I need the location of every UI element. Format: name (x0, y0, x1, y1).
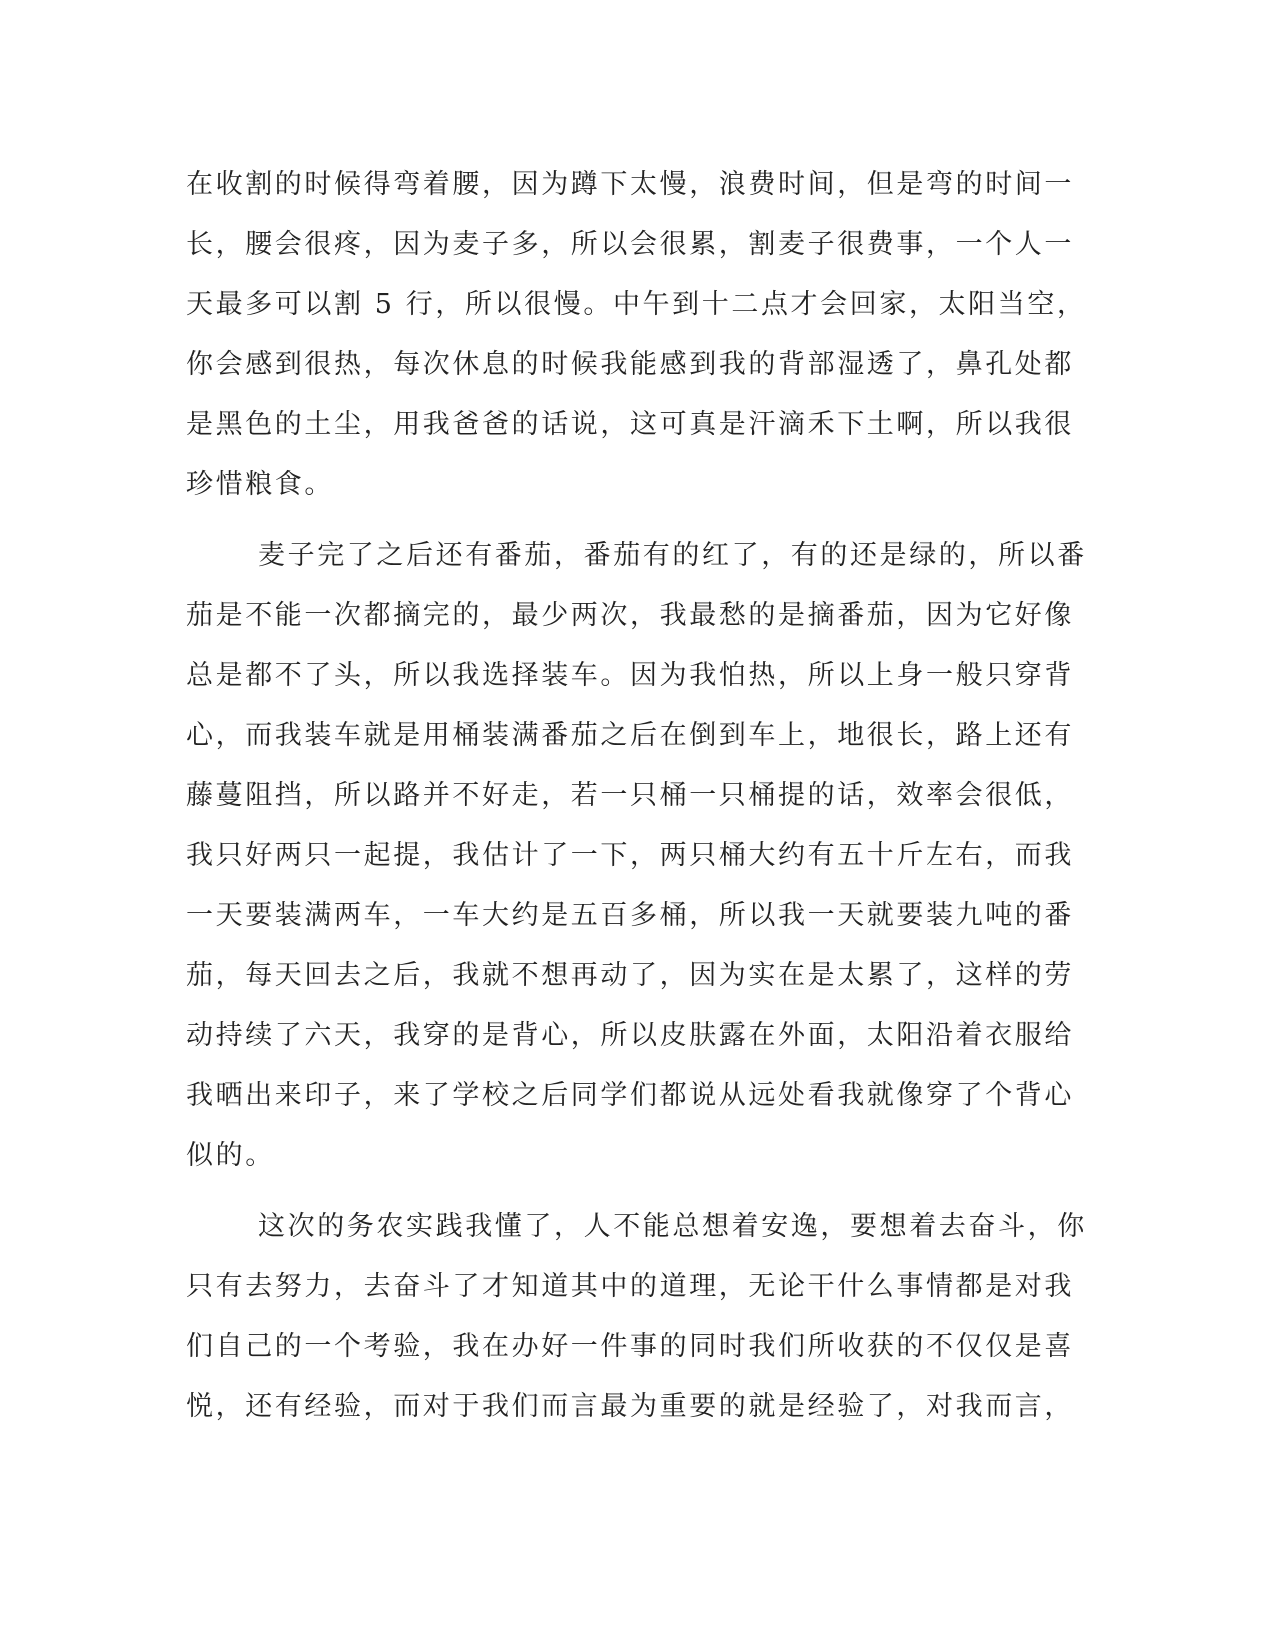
paragraph-2-line-11: 似的。 (186, 1140, 275, 1171)
document-body (186, 155, 1087, 1437)
paragraph-2-line-6: 我只好两只一起提，我估计了一下，两只桶大约有五十斤左右，而我 (186, 840, 1074, 871)
paragraph-1-line-5: 是黑色的土尘，用我爸爸的话说，这可真是汗滴禾下土啊，所以我很 (186, 409, 1074, 440)
paragraph-3-line-2: 只有去努力，去奋斗了才知道其中的道理，无论干什么事情都是对我 (186, 1271, 1074, 1302)
paragraph-2-line-1: 麦子完了之后还有番茄，番茄有的红了，有的还是绿的，所以番 (258, 540, 1087, 571)
paragraph-2-line-3: 总是都不了头，所以我选择装车。因为我怕热，所以上身一般只穿背 (186, 660, 1074, 691)
paragraph-1-line-3: 天最多可以割 5 行，所以很慢。中午到十二点才会回家，太阳当空， (186, 289, 1087, 320)
paragraph-2-line-8: 茄，每天回去之后，我就不想再动了，因为实在是太累了，这样的劳 (186, 960, 1074, 991)
paragraph-2-line-2: 茄是不能一次都摘完的，最少两次，我最愁的是摘番茄，因为它好像 (186, 600, 1074, 631)
paragraph-2-line-5: 藤蔓阻挡，所以路并不好走，若一只桶一只桶提的话，效率会很低， (186, 780, 1074, 811)
paragraph-2-line-7: 一天要装满两车，一车大约是五百多桶，所以我一天就要装九吨的番 (186, 900, 1074, 931)
paragraph-2-line-10: 我晒出来印子，来了学校之后同学们都说从远处看我就像穿了个背心 (186, 1080, 1074, 1111)
paragraph-3-line-4: 悦，还有经验，而对于我们而言最为重要的就是经验了，对我而言， (186, 1391, 1074, 1422)
paragraph-2-line-9: 动持续了六天，我穿的是背心，所以皮肤露在外面，太阳沿着衣服给 (186, 1020, 1074, 1051)
paragraph-1-line-4: 你会感到很热，每次休息的时候我能感到我的背部湿透了，鼻孔处都 (186, 349, 1074, 380)
paragraph-3-line-3: 们自己的一个考验，我在办好一件事的同时我们所收获的不仅仅是喜 (186, 1331, 1074, 1362)
paragraph-2-line-4: 心，而我装车就是用桶装满番茄之后在倒到车上，地很长，路上还有 (186, 720, 1074, 751)
paragraph-1-line-1: 在收割的时候得弯着腰，因为蹲下太慢，浪费时间，但是弯的时间一 (186, 169, 1074, 200)
paragraph-1-line-6: 珍惜粮食。 (186, 469, 334, 500)
paragraph-1-line-2: 长，腰会很疼，因为麦子多，所以会很累，割麦子很费事，一个人一 (186, 229, 1074, 260)
paragraph-3-line-1: 这次的务农实践我懂了，人不能总想着安逸，要想着去奋斗，你 (258, 1211, 1087, 1242)
